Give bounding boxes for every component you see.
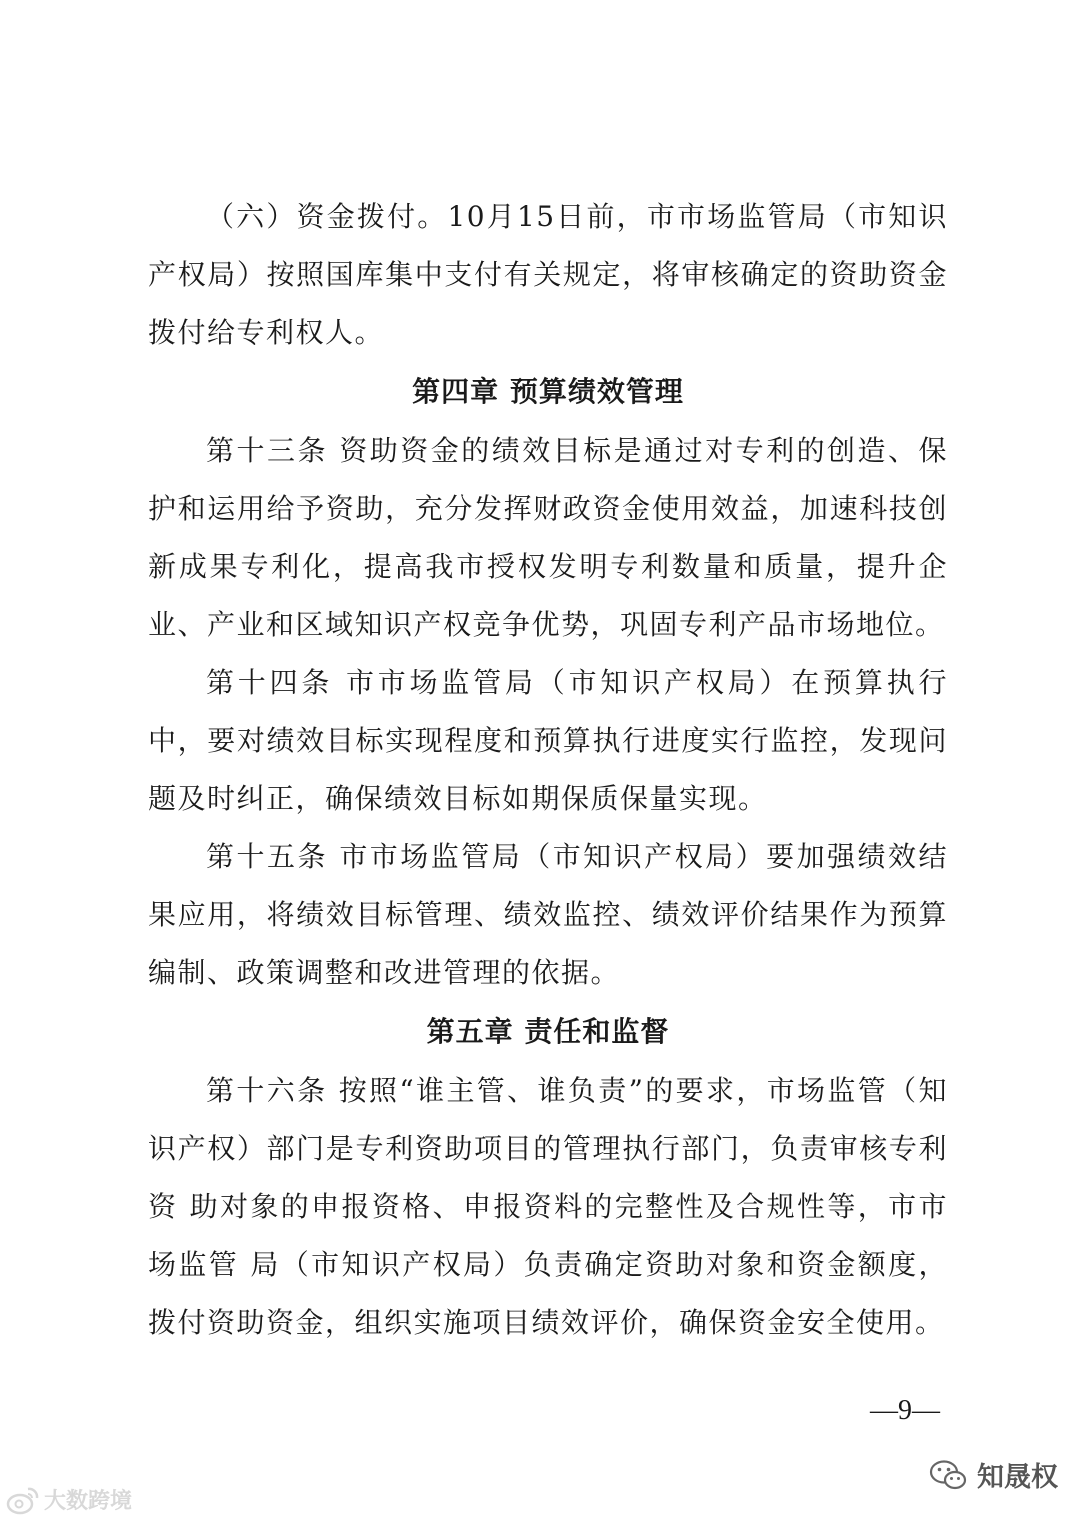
wechat-logo-icon <box>929 1459 967 1491</box>
article-16-paragraph: 第十六条 按照“谁主管、谁负责”的要求，市场监管（知识产权）部门是专利资助项目的管理执行部门，负责审核专利资 助对象的申报资格、申报资料的完整性及合规性等，市市场监管 局（市知识产权局）负责确定资助对象和资金额度，拨付资助资金，组织实施项目绩效评价，确保资金安全使用。 <box>148 1074 948 1339</box>
watermark-right-text: 知晟权 <box>977 1462 1058 1493</box>
paragraph-funds-disbursement: （六）资金拨付。10月15日前，市市场监管局（市知识产权局）按照国库集中支付有关规定，将审核确定的资助资金拨付给专利权人。 <box>148 200 948 349</box>
watermark-left-text: 大数跨境 <box>44 1489 133 1514</box>
document-body <box>148 188 948 1352</box>
article-13-paragraph: 第十三条 资助资金的绩效目标是通过对专利的创造、保护和运用给予资助，充分发挥财政资金使用效益，加速科技创新成果专利化，提高我市授权发明专利数量和质量，提升企业、产业和区域知识产权竞争优势，巩固专利产品市场地位。 <box>148 434 948 641</box>
watermark-left <box>6 1484 132 1515</box>
article-14-paragraph: 第十四条 市市场监管局（市知识产权局）在预算执行中，要对绩效目标实现程度和预算执行进度实行监控，发现问题及时纠正，确保绩效目标如期保质保量实现。 <box>148 666 948 815</box>
article-15-paragraph: 第十五条 市市场监管局（市知识产权局）要加强绩效结果应用，将绩效目标管理、绩效监控、绩效评价结果作为预算编制、政策调整和改进管理的依据。 <box>148 840 948 989</box>
sina-weibo-logo-icon <box>6 1485 40 1515</box>
chapter-four-heading: 第四章 预算绩效管理 <box>412 375 684 408</box>
chapter-five-heading: 第五章 责任和监督 <box>426 1015 670 1048</box>
page-number: —9— <box>870 1395 940 1426</box>
watermark-right <box>929 1455 1058 1494</box>
